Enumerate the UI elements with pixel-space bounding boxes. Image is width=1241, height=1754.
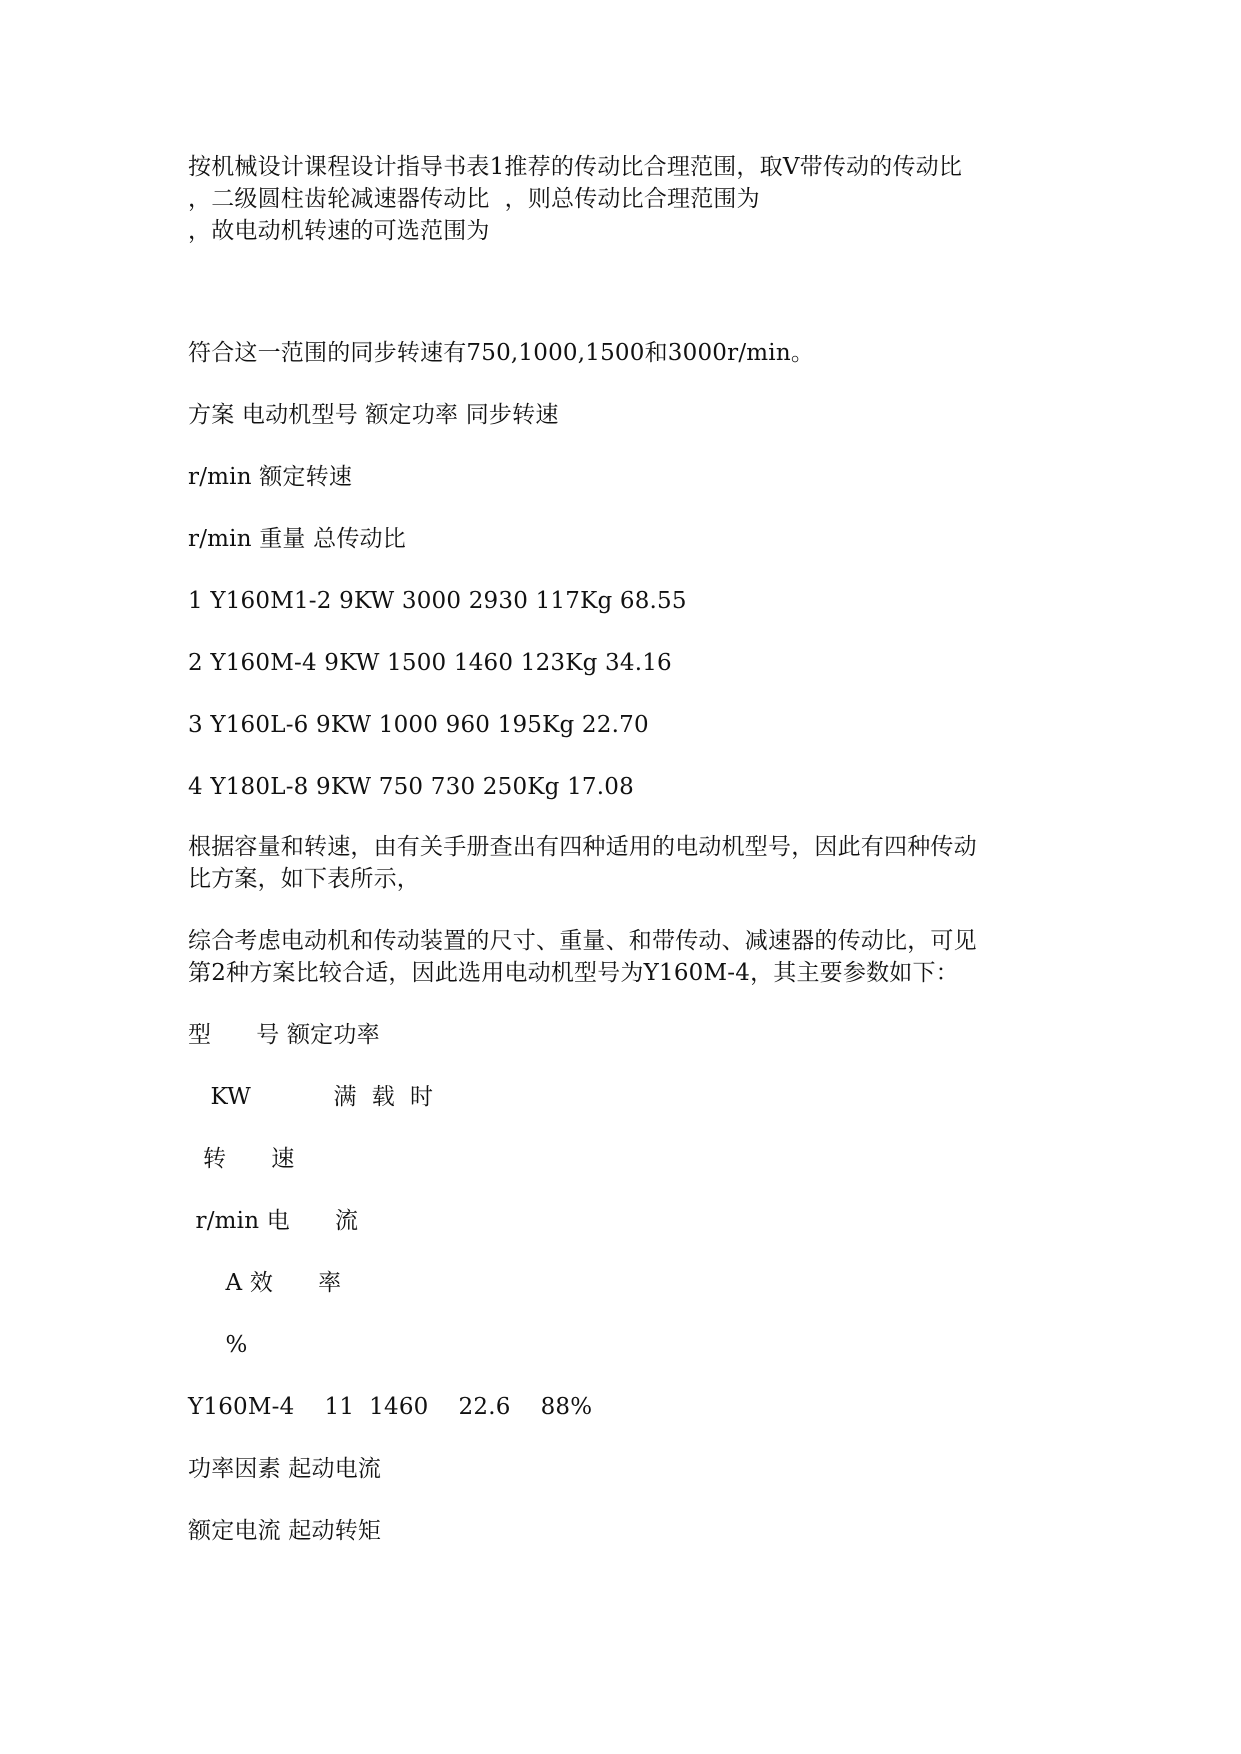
para1-line1: 按机械设计课程设计指导书表1推荐的传动比合理范围，取V带传动的传动比 — [188, 154, 963, 180]
table1-row: 2 Y160M-4 9KW 1500 1460 123Kg 34.16 — [188, 650, 672, 676]
table2-header-8: 额定电流 起动转矩 — [188, 1518, 382, 1544]
table2-header-3: 转 速 — [188, 1146, 295, 1172]
table1-row: 1 Y160M1-2 9KW 3000 2930 117Kg 68.55 — [188, 588, 687, 614]
para4-line2: 第2种方案比较合适，因此选用电动机型号为Y160M-4，其主要参数如下： — [188, 960, 959, 986]
para2-text: 符合这一范围的同步转速有750,1000,1500和3000r/min。 — [188, 340, 815, 366]
table2-header-4: r/min 电 流 — [188, 1208, 359, 1234]
table2-header-6: % — [188, 1332, 248, 1358]
para1-line2: ，二级圆柱齿轮减速器传动比 ，则总传动比合理范围为 — [188, 186, 760, 212]
table2-header-5: A 效 率 — [188, 1270, 342, 1296]
table2-header-7: 功率因素 起动电流 — [188, 1456, 382, 1482]
table1-header-1: 方案 电动机型号 额定功率 同步转速 — [188, 402, 559, 428]
table1-header-3: r/min 重量 总传动比 — [188, 526, 406, 552]
table2-header-1: 型 号 额定功率 — [188, 1022, 380, 1048]
table1-row: 3 Y160L-6 9KW 1000 960 195Kg 22.70 — [188, 712, 649, 738]
table1-header-2: r/min 额定转速 — [188, 464, 353, 490]
para3-line2: 比方案，如下表所示， — [188, 866, 420, 892]
para4-line1: 综合考虑电动机和传动装置的尺寸、重量、和带传动、减速器的传动比，可见 — [188, 928, 977, 954]
para3-line1: 根据容量和转速，由有关手册查出有四种适用的电动机型号，因此有四种传动 — [188, 834, 977, 860]
table1-row: 4 Y180L-8 9KW 750 730 250Kg 17.08 — [188, 774, 634, 800]
table2-header-2: KW 满 载 时 — [188, 1084, 434, 1110]
table2-row: Y160M-4 11 1460 22.6 88% — [188, 1394, 593, 1420]
para1-line3: ，故电动机转速的可选范围为 — [188, 218, 490, 244]
